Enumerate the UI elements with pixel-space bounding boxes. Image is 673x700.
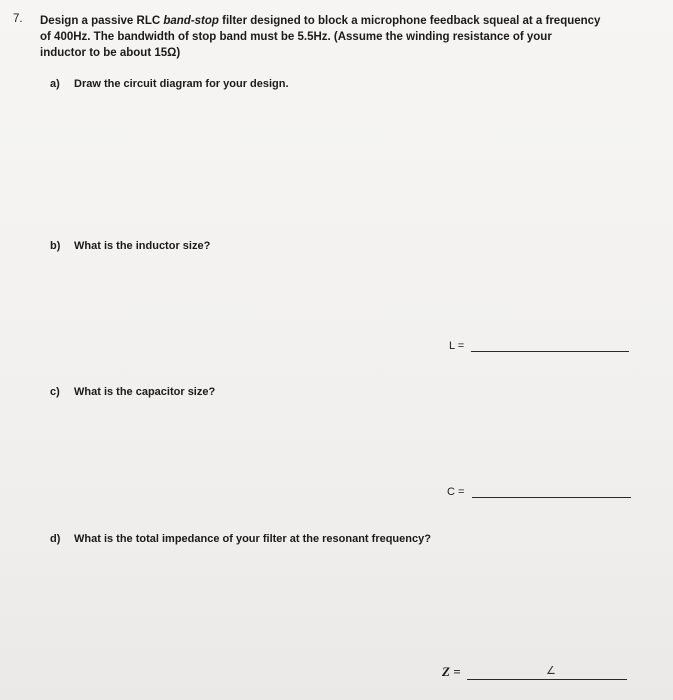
- inductor-answer-line[interactable]: [471, 350, 629, 352]
- part-b: [50, 240, 210, 252]
- part-c-letter: c): [50, 386, 60, 398]
- capacitor-answer-label: C =: [447, 486, 465, 498]
- part-d-text: What is the total impedance of your filter at the resonant frequency?: [74, 533, 431, 545]
- prompt-text-start: Design a passive RLC: [40, 15, 164, 27]
- part-b-text: What is the inductor size?: [74, 240, 211, 252]
- capacitor-answer: [447, 486, 631, 498]
- part-d: [50, 533, 431, 545]
- prompt-line-3: inductor to be about 15Ω): [40, 47, 181, 59]
- prompt-line-2: of 400Hz. The bandwidth of stop band must be 5.5Hz. (Assume the winding resistance of your: [40, 31, 552, 43]
- part-a: [50, 78, 289, 90]
- prompt-line-1: [40, 13, 640, 29]
- impedance-angle-line[interactable]: [537, 678, 627, 680]
- part-c: [50, 386, 215, 398]
- angle-icon: ∠: [546, 665, 556, 677]
- question-prompt: [40, 13, 640, 61]
- part-c-text: What is the capacitor size?: [74, 386, 216, 398]
- part-b-letter: b): [50, 240, 61, 252]
- inductor-answer: [449, 340, 629, 352]
- impedance-answer: [442, 664, 627, 680]
- impedance-magnitude-line[interactable]: [467, 678, 537, 680]
- impedance-answer-label: Z =: [442, 664, 461, 679]
- part-d-letter: d): [50, 533, 61, 545]
- capacitor-answer-line[interactable]: [472, 496, 631, 498]
- prompt-text-end: filter designed to block a microphone feedback squeal at a frequency: [218, 15, 601, 27]
- question-number: 7.: [13, 13, 23, 25]
- prompt-italic-term: band-stop: [163, 15, 219, 27]
- inductor-answer-label: L =: [449, 340, 465, 352]
- part-a-text: Draw the circuit diagram for your design.: [74, 78, 289, 90]
- part-a-letter: a): [50, 78, 60, 90]
